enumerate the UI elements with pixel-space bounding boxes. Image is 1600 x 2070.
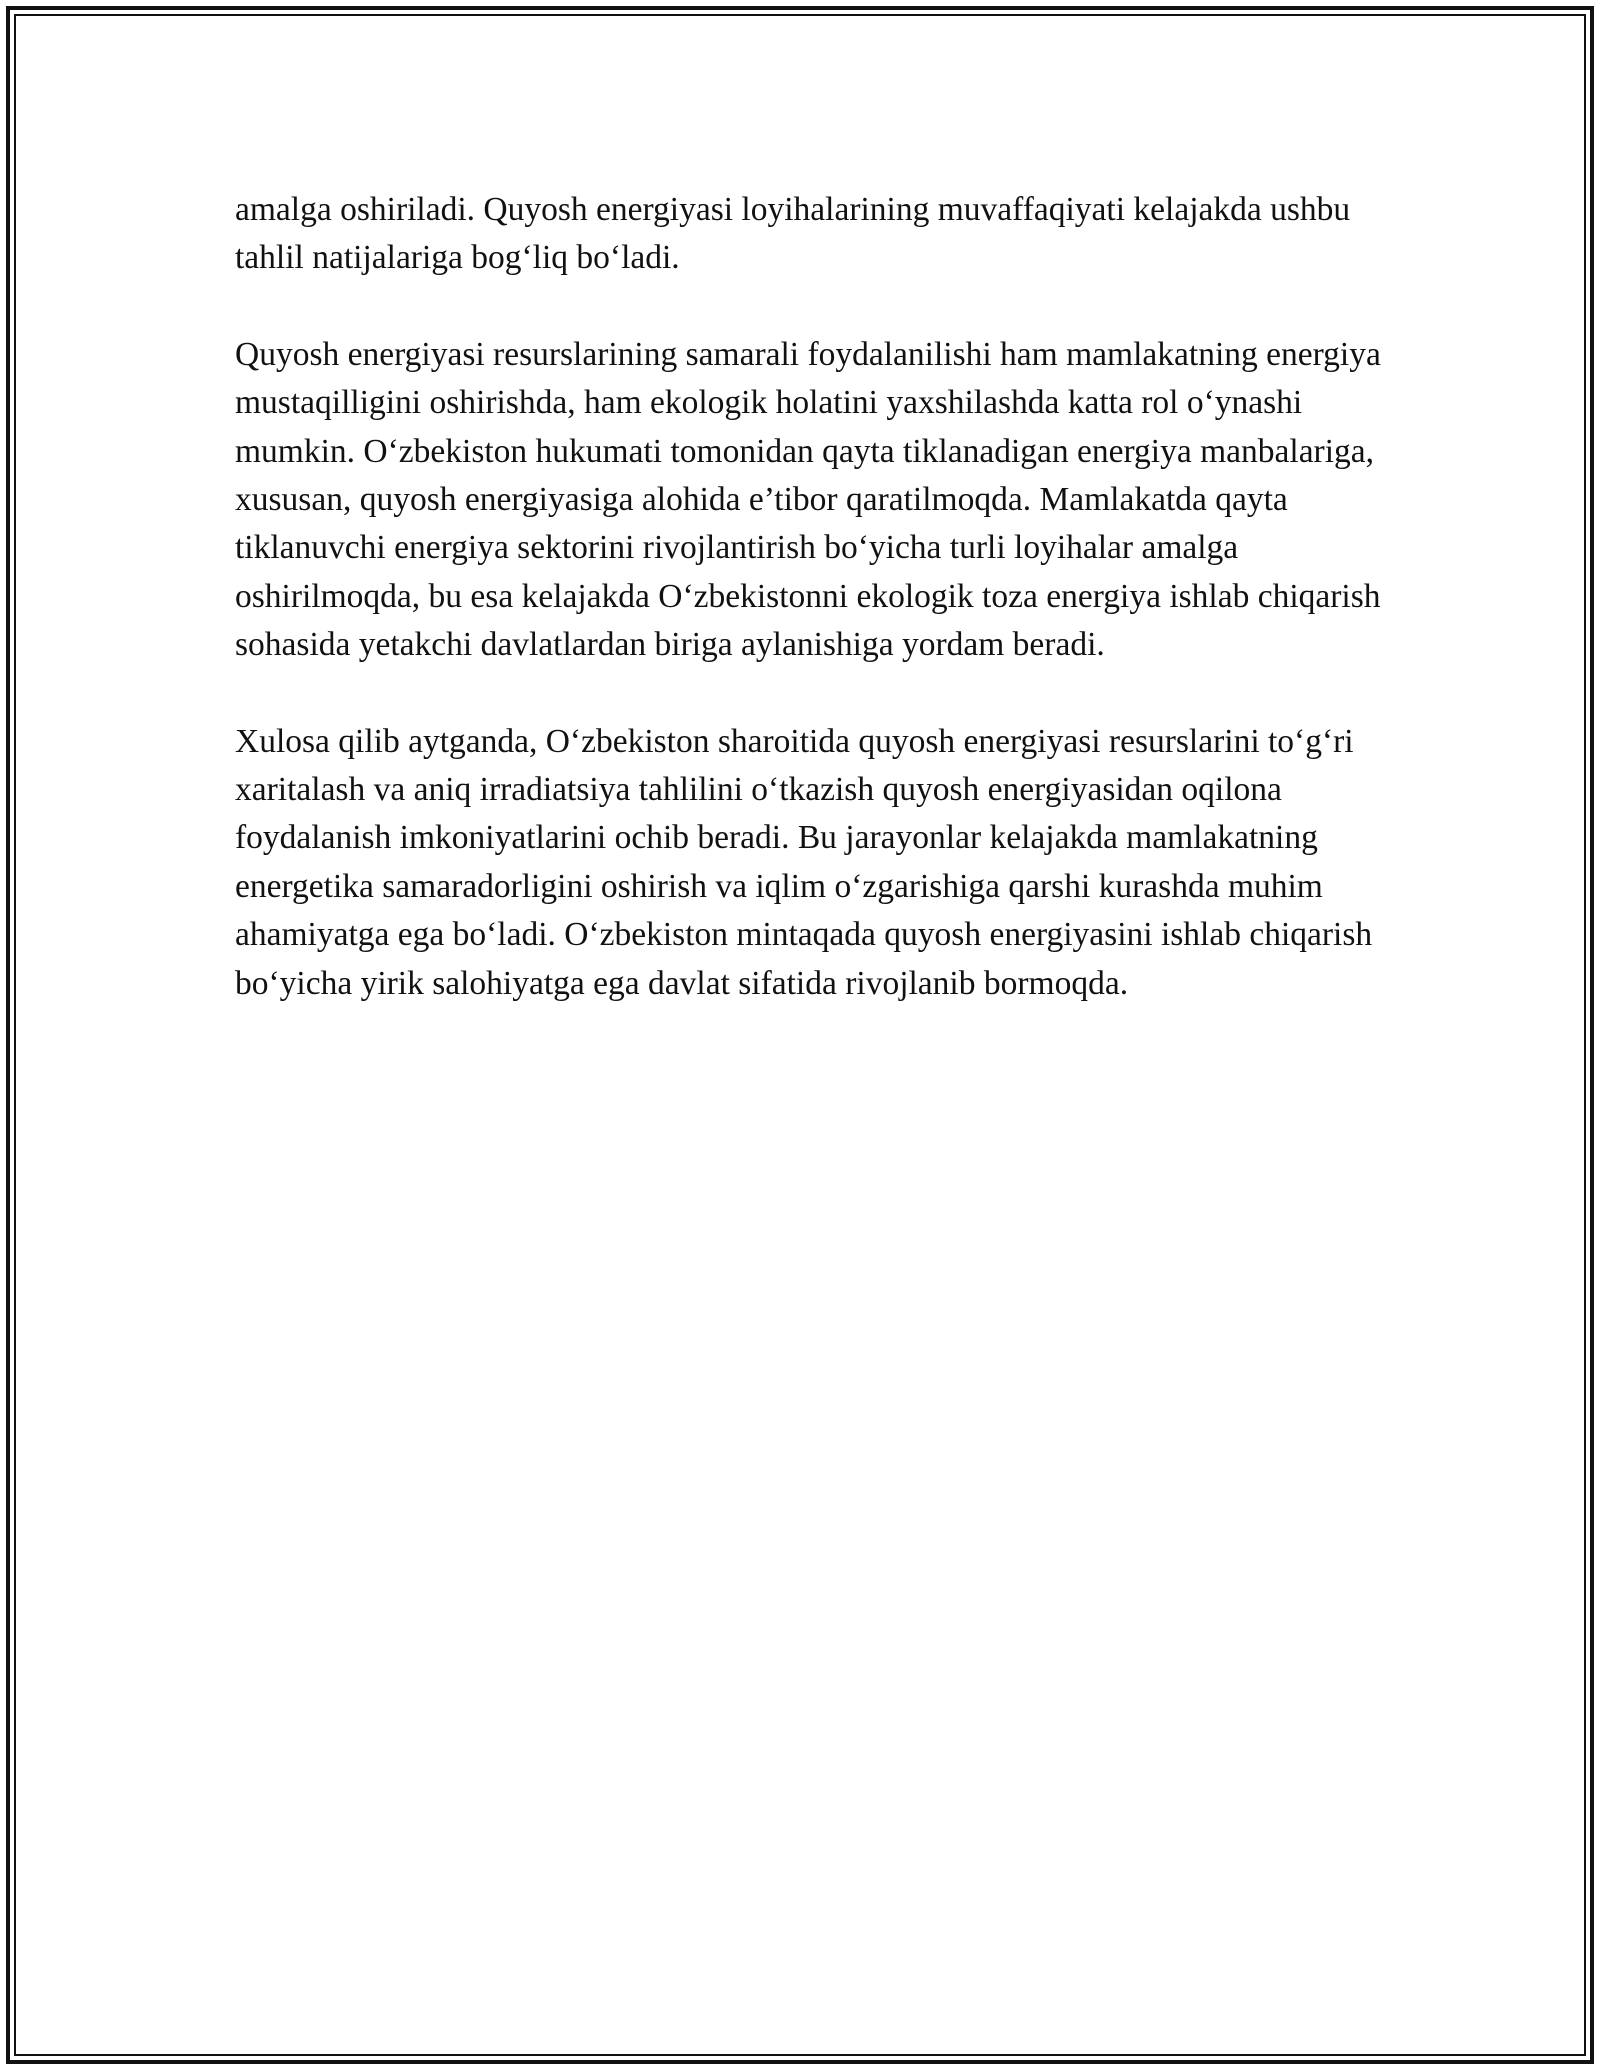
paragraph-conclusion: Xulosa qilib aytganda, O‘zbekiston sharoitida quyosh energiyasi resurslarini to‘g‘ri xaritalash va aniq irradiatsiya tahlilini o‘tkazish quyosh energiyasidan oqilona foydalanish imkoniyatlarini ochib beradi. Bu jarayonlar kelajakda mamlakatning energetika samaradorligini oshirish va iqlim o‘zgarishiga qarshi kurashda muhim ahamiyatga ega bo‘ladi. O‘zbekiston mintaqada quyosh energiyasini ishlab chiqarish bo‘yicha yirik salohiyatga ega davlat sifatida rivojlanib bormoqda.	[235, 722, 1373, 1002]
paragraph-solar-resources: Quyosh energiyasi resurslarining samarali foydalanilishi ham mamlakatning energiya mustaqilligini oshirishda, ham ekologik holatini yaxshilashda katta rol o‘ynashi mumkin. O‘zbekiston hukumati tomonidan qayta tiklanadigan energiya manbalariga, xususan, quyosh energiyasiga alohida e’tibor qaratilmoqda. Mamlakatda qayta tiklanuvchi energiya sektorini rivojlantirish bo‘yicha turli loyihalar amalga oshirilmoqda, bu esa kelajakda O‘zbekistonni ekologik toza energiya ishlab chiqarish sohasida yetakchi davlatlardan biriga aylanishiga yordam beradi.	[235, 335, 1381, 664]
paragraph-continuation: amalga oshiriladi. Quyosh energiyasi loyihalarining muvaffaqiyati kelajakda ushbu tahlil natijalariga bog‘liq bo‘ladi.	[235, 191, 1351, 277]
document-body	[235, 186, 1385, 1056]
